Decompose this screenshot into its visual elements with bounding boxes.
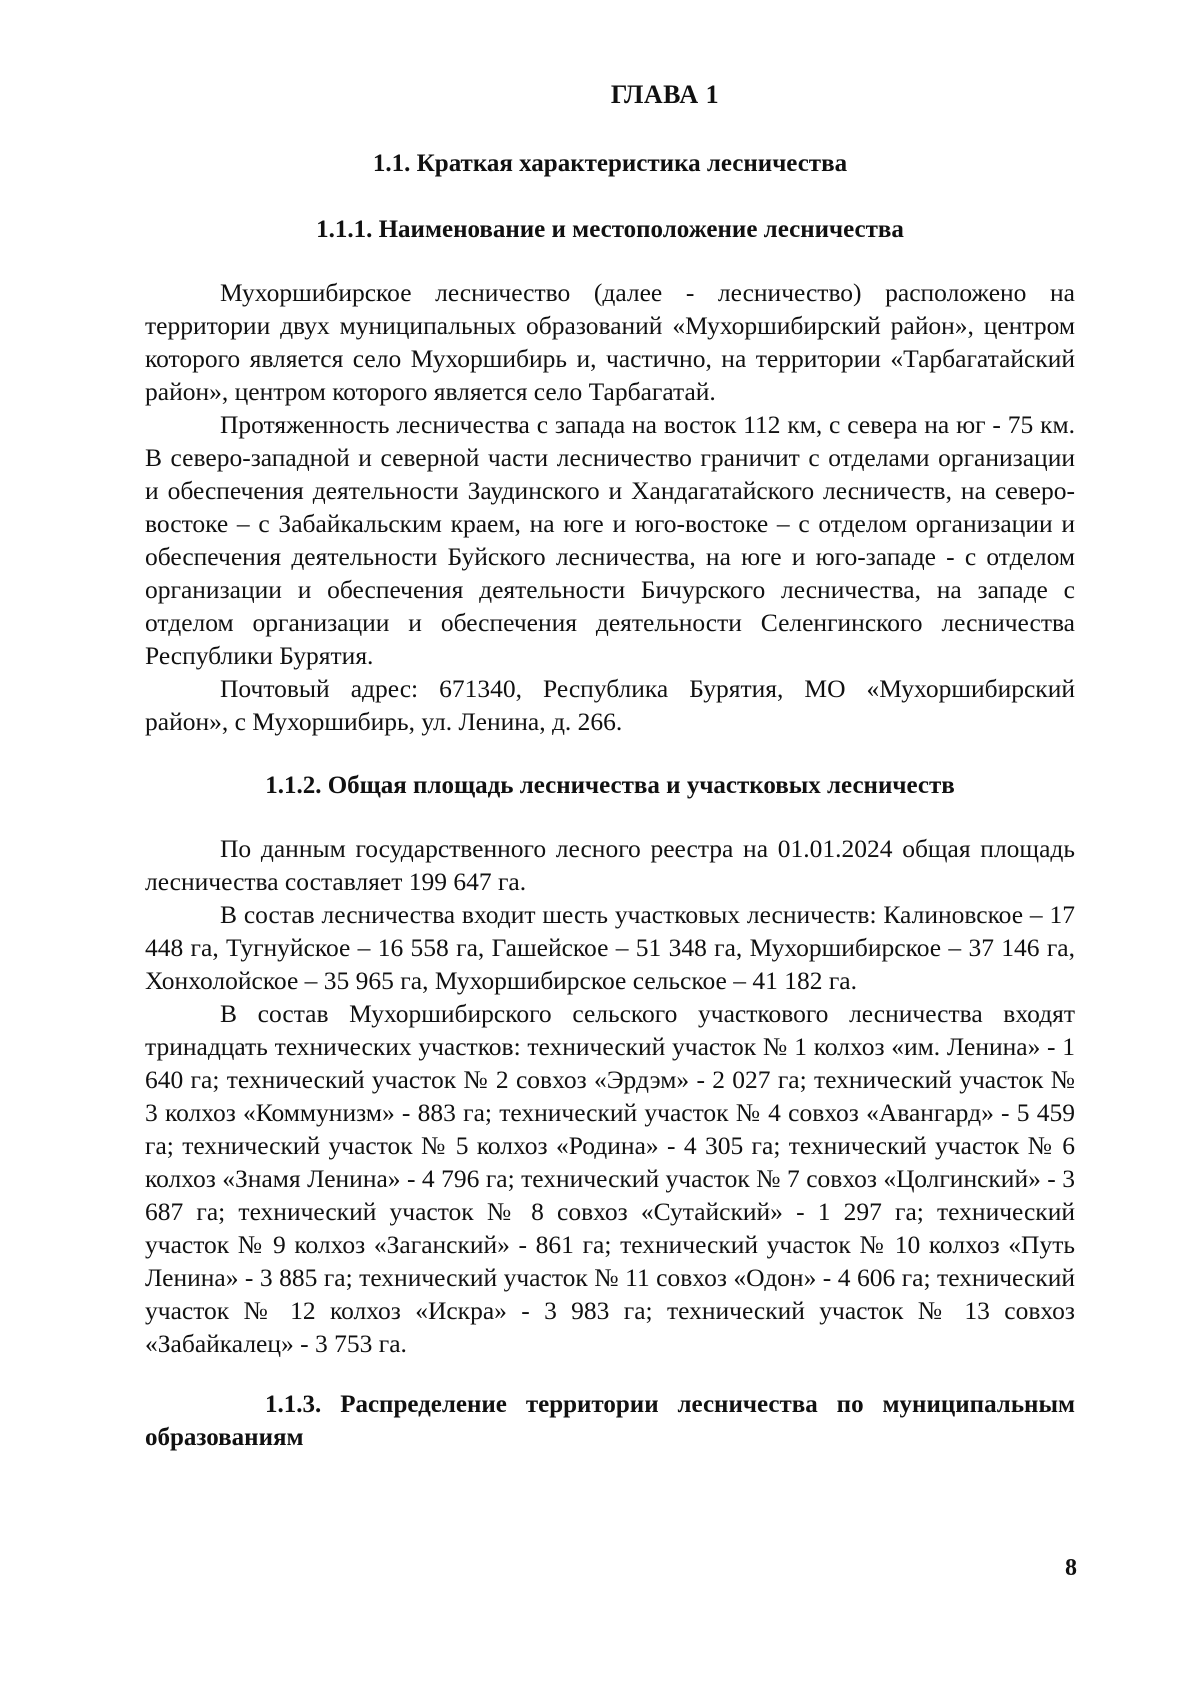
section-heading-1-1-2: 1.1.2. Общая площадь лесничества и участковых лесничеств <box>265 772 955 799</box>
paragraph-district-forestries: В состав лесничества входит шесть участковых лесничеств: Калиновское – 17 448 га, Тугнуйское – 16 558 га, Гашейское – 51 348 га, Мухоршибирское – 37 146 га, Хонхолойское – 35 965 га, Мухоршибирское сельское – 41 182 га. <box>145 900 1075 995</box>
paragraph-location: Мухоршибирское лесничество (далее - лесничество) расположено на территории двух муниципальных образований «Мухоршибирский район», центром которого является село Мухоршибирь и, частично, на территории «Тарбагатайский район», центром которого является село Тарбагатай. <box>145 278 1075 406</box>
paragraph-extent-borders: Протяженность лесничества с запада на восток 112 км, с севера на юг - 75 км. В северо-западной и северной части лесничество граничит с отделами организации и обеспечения деятельности Заудинского и Хандагатайского лесничеств, на северо-востоке – с Забайкальским краем, на юге и юго-востоке – с отделом организации и обеспечения деятельности Буйского лесничества, на юге и юго-западе - с отделом организации и обеспечения деятельности Бичурского лесничества, на западе с отделом организации и обеспечения деятельности Селенгинского лесничества Республики Бурятия. <box>145 410 1075 670</box>
paragraph-postal-address: Почтовый адрес: 671340, Республика Бурятия, МО «Мухоршибирский район», с Мухоршибирь, ул. Ленина, д. 266. <box>145 674 1075 736</box>
page-number: 8 <box>1065 1555 1077 1581</box>
section-heading-1-1-3: 1.1.3. Распределение территории лесничества по муниципальным образованиям <box>145 1391 1075 1451</box>
chapter-title: ГЛАВА 1 <box>610 80 720 109</box>
document-page <box>145 70 1075 1486</box>
paragraph-total-area: По данным государственного лесного реестра на 01.01.2024 общая площадь лесничества составляет 199 647 га. <box>145 834 1075 896</box>
section-heading-1-1-1: 1.1.1. Наименование и местоположение лесничества <box>316 216 904 243</box>
section-heading-1-1: 1.1. Краткая характеристика лесничества <box>372 150 848 177</box>
paragraph-technical-sites: В состав Мухоршибирского сельского участкового лесничества входят тринадцать технических участков: технический участок № 1 колхоз «им. Ленина» - 1 640 га; технический участок № 2 совхоз «Эрдэм» - 2 027 га; технический участок № 3 колхоз «Коммунизм» - 883 га; технический участок № 4 совхоз «Авангард» - 5 459 га; технический участок № 5 колхоз «Родина» - 4 305 га; технический участок № 6 колхоз «Знамя Ленина» - 4 796 га; технический участок № 7 совхоз «Цолгинский» - 3 687 га; технический участок № 8 совхоз «Сутайский» - 1 297 га; технический участок № 9 колхоз «Заганский» - 861 га; технический участок № 10 колхоз «Путь Ленина» - 3 885 га; технический участок № 11 совхоз «Одон» - 4 606 га; технический участок № 12 колхоз «Искра» - 3 983 га; технический участок № 13 совхоз «Забайкалец» - 3 753 га. <box>145 999 1075 1358</box>
